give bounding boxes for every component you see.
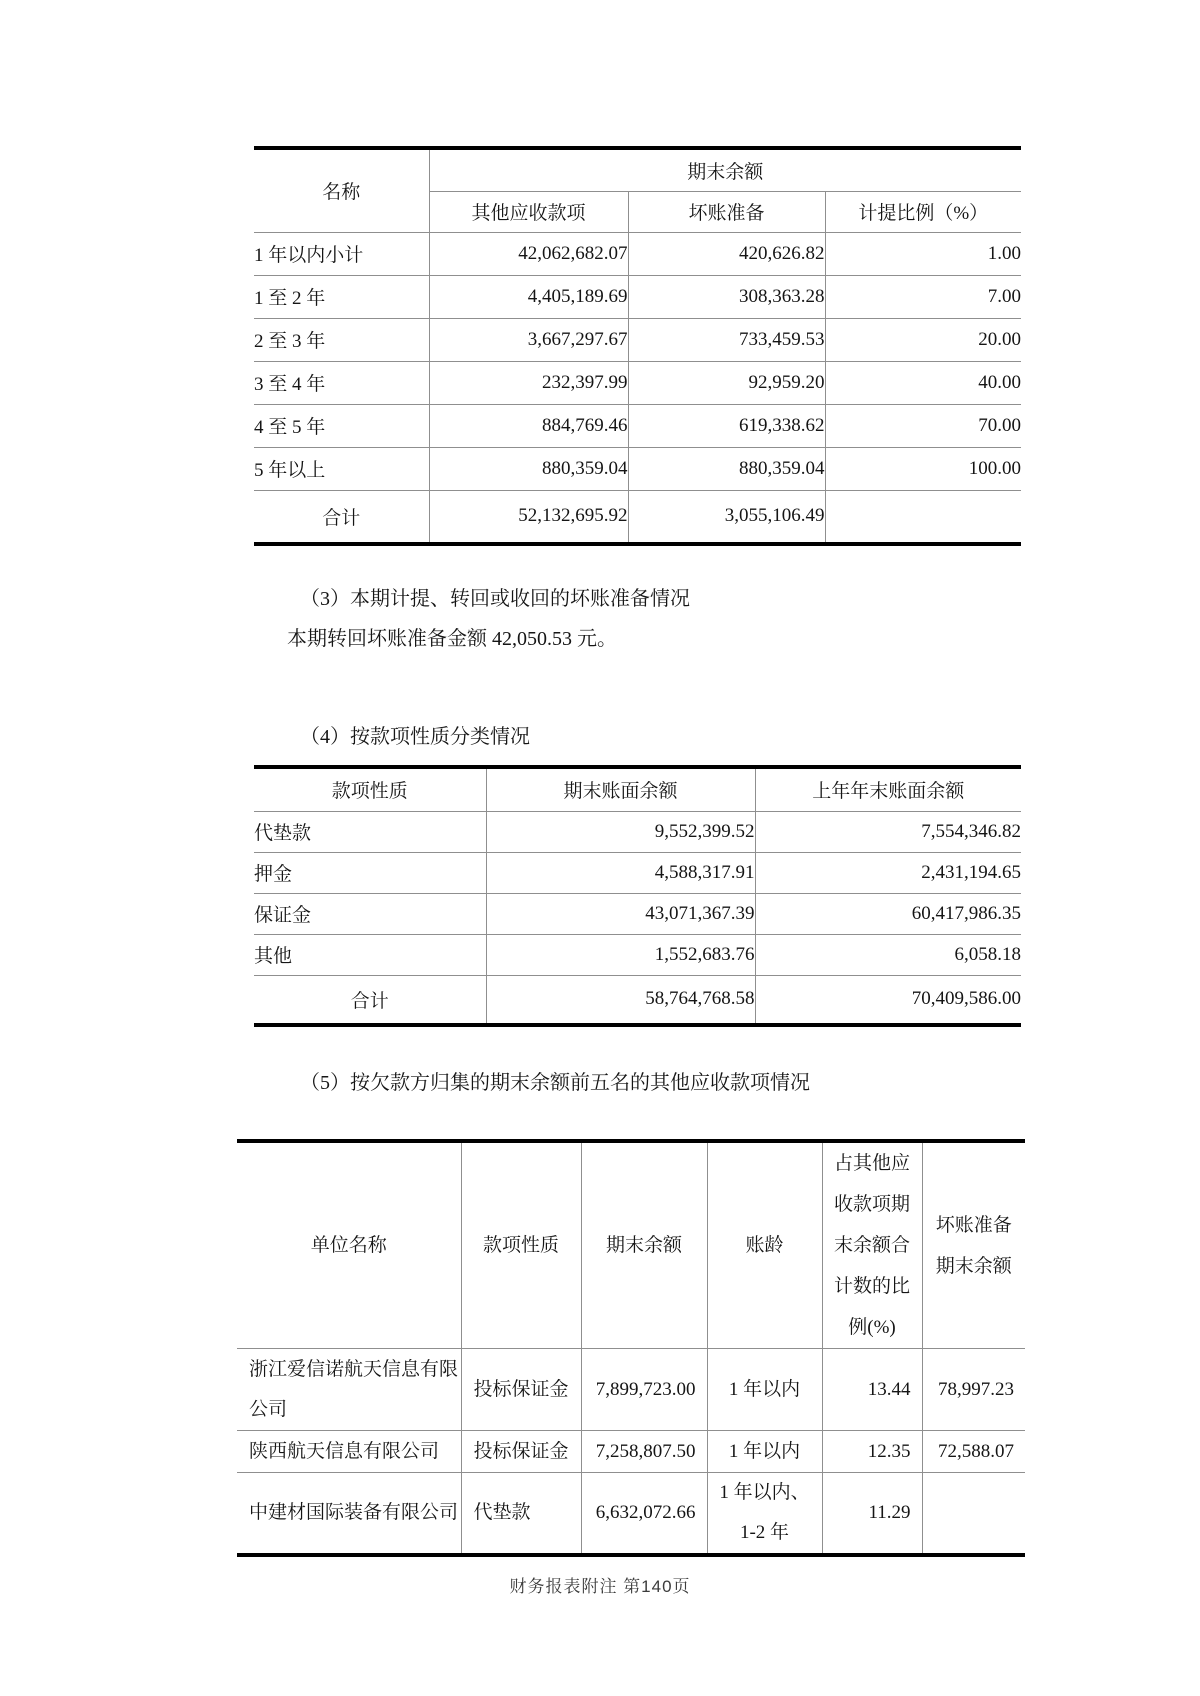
cell-provision: 880,359.04 xyxy=(628,447,825,490)
table-row xyxy=(237,1349,1025,1431)
cell-balance: 7,899,723.00 xyxy=(581,1349,707,1431)
cell-ratio: 100.00 xyxy=(825,447,1021,490)
cell-provision: 72,588.07 xyxy=(922,1431,1025,1473)
table-header-row xyxy=(254,148,1021,191)
cell-aging: 1 年以内、1-2 年 xyxy=(707,1473,822,1556)
table-row xyxy=(237,1473,1025,1556)
cell-aging: 1 年以内 xyxy=(707,1349,822,1431)
cell-amount: 232,397.99 xyxy=(429,361,628,404)
cell-ending-balance: 43,071,367.39 xyxy=(486,893,755,934)
cell-nature-label: 保证金 xyxy=(254,893,486,934)
column-header-ratio-of-total: 占其他应收款项期末余额合计数的比例(%) xyxy=(822,1141,922,1349)
cell-balance: 7,258,807.50 xyxy=(581,1431,707,1473)
table-row xyxy=(254,934,1021,975)
cell-amount: 42,062,682.07 xyxy=(429,232,628,275)
cell-provision: 619,338.62 xyxy=(628,404,825,447)
cell-total-amount: 52,132,695.92 xyxy=(429,490,628,544)
cell-aging-label: 3 至 4 年 xyxy=(254,361,429,404)
cell-balance: 6,632,072.66 xyxy=(581,1473,707,1556)
note3-title: （3）本期计提、转回或收回的坏账准备情况 xyxy=(300,588,690,610)
column-header-bad-debt-provision: 坏账准备期末余额 xyxy=(922,1141,1025,1349)
aging-table xyxy=(254,146,1021,546)
table-row xyxy=(254,852,1021,893)
table-row xyxy=(254,447,1021,490)
table-total-row xyxy=(254,490,1021,544)
column-header-nature: 款项性质 xyxy=(254,767,486,811)
cell-ending-balance: 9,552,399.52 xyxy=(486,811,755,852)
cell-prior-balance: 2,431,194.65 xyxy=(755,852,1021,893)
cell-company: 陕西航天信息有限公司 xyxy=(237,1431,461,1473)
cell-nature: 代垫款 xyxy=(461,1473,581,1556)
cell-nature-label: 押金 xyxy=(254,852,486,893)
cell-ratio: 40.00 xyxy=(825,361,1021,404)
column-header-bad-debt-provision: 坏账准备 xyxy=(628,191,825,232)
cell-ending-balance: 4,588,317.91 xyxy=(486,852,755,893)
column-header-provision-ratio: 计提比例（%） xyxy=(825,191,1021,232)
cell-aging: 1 年以内 xyxy=(707,1431,822,1473)
table-row xyxy=(254,811,1021,852)
cell-total-prior: 70,409,586.00 xyxy=(755,975,1021,1025)
note4-title: （4）按款项性质分类情况 xyxy=(300,726,530,748)
cell-amount: 3,667,297.67 xyxy=(429,318,628,361)
cell-nature-label: 其他 xyxy=(254,934,486,975)
cell-total-provision: 3,055,106.49 xyxy=(628,490,825,544)
page-footer: 财务报表附注 第140页 xyxy=(509,1577,691,1596)
table-header-row xyxy=(237,1141,1025,1349)
cell-company: 中建材国际装备有限公司 xyxy=(237,1473,461,1556)
cell-ratio: 20.00 xyxy=(825,318,1021,361)
cell-provision: 420,626.82 xyxy=(628,232,825,275)
table-row xyxy=(254,275,1021,318)
table-row xyxy=(254,893,1021,934)
cell-ratio: 70.00 xyxy=(825,404,1021,447)
cell-aging-label: 4 至 5 年 xyxy=(254,404,429,447)
cell-prior-balance: 6,058.18 xyxy=(755,934,1021,975)
cell-total-label: 合计 xyxy=(254,975,486,1025)
cell-nature-label: 代垫款 xyxy=(254,811,486,852)
cell-nature: 投标保证金 xyxy=(461,1349,581,1431)
column-header-nature: 款项性质 xyxy=(461,1141,581,1349)
table-row xyxy=(254,404,1021,447)
note3-body: 本期转回坏账准备金额 42,050.53 元。 xyxy=(287,628,617,650)
cell-total-ending: 58,764,768.58 xyxy=(486,975,755,1025)
column-header-prior-year-balance: 上年年末账面余额 xyxy=(755,767,1021,811)
table-row xyxy=(254,361,1021,404)
top-debtors-table xyxy=(237,1139,1025,1557)
cell-amount: 880,359.04 xyxy=(429,447,628,490)
cell-total-label: 合计 xyxy=(254,490,429,544)
cell-amount: 4,405,189.69 xyxy=(429,275,628,318)
cell-prior-balance: 7,554,346.82 xyxy=(755,811,1021,852)
cell-provision: 78,997.23 xyxy=(922,1349,1025,1431)
cell-ratio: 1.00 xyxy=(825,232,1021,275)
note5-title: （5）按欠款方归集的期末余额前五名的其他应收款项情况 xyxy=(300,1072,810,1094)
cell-total-ratio xyxy=(825,490,1021,544)
column-header-ending-balance: 期末余额 xyxy=(581,1141,707,1349)
table-header-row xyxy=(254,767,1021,811)
cell-ratio: 11.29 xyxy=(822,1473,922,1556)
cell-provision: 92,959.20 xyxy=(628,361,825,404)
table-row xyxy=(254,232,1021,275)
cell-aging-label: 1 年以内小计 xyxy=(254,232,429,275)
table-row xyxy=(254,318,1021,361)
cell-ending-balance: 1,552,683.76 xyxy=(486,934,755,975)
table-row xyxy=(237,1431,1025,1473)
nature-table xyxy=(254,765,1021,1027)
cell-amount: 884,769.46 xyxy=(429,404,628,447)
cell-provision: 733,459.53 xyxy=(628,318,825,361)
cell-ratio: 13.44 xyxy=(822,1349,922,1431)
cell-aging-label: 5 年以上 xyxy=(254,447,429,490)
cell-aging-label: 1 至 2 年 xyxy=(254,275,429,318)
cell-company: 浙江爱信诺航天信息有限公司 xyxy=(237,1349,461,1431)
cell-ratio: 12.35 xyxy=(822,1431,922,1473)
column-header-ending-book-balance: 期末账面余额 xyxy=(486,767,755,811)
column-group-header-ending-balance: 期末余额 xyxy=(429,148,1021,191)
column-header-company: 单位名称 xyxy=(237,1141,461,1349)
cell-aging-label: 2 至 3 年 xyxy=(254,318,429,361)
column-header-aging: 账龄 xyxy=(707,1141,822,1349)
table-total-row xyxy=(254,975,1021,1025)
cell-nature: 投标保证金 xyxy=(461,1431,581,1473)
cell-ratio: 7.00 xyxy=(825,275,1021,318)
column-header-name: 名称 xyxy=(254,148,429,232)
column-header-other-receivables: 其他应收款项 xyxy=(429,191,628,232)
cell-provision: 308,363.28 xyxy=(628,275,825,318)
cell-prior-balance: 60,417,986.35 xyxy=(755,893,1021,934)
cell-provision xyxy=(922,1473,1025,1556)
